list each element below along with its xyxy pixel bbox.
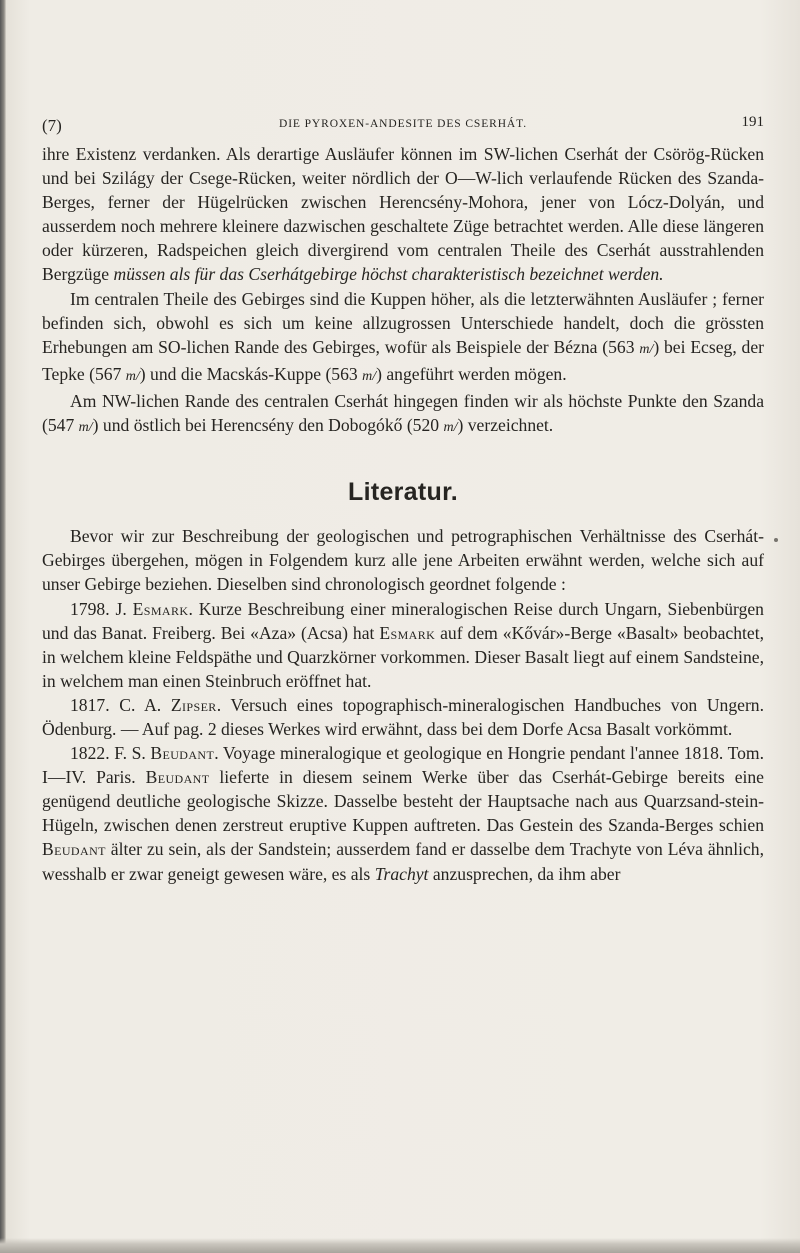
unit-meters: m/ <box>125 368 140 384</box>
page-bottom-edge <box>0 1238 800 1253</box>
text-run: . Kurze Beschreibung einer mineralogischen Reise durch Ungarn, Siebenbürgen und das Banat. Freiberg. Bei «Aza» (Acsa) hat <box>42 598 764 643</box>
section-heading: Literatur. <box>348 478 458 507</box>
unit-meters: m/ <box>639 341 654 357</box>
paragraph <box>42 524 764 596</box>
italic-text: Trachyt <box>374 863 429 884</box>
text-run: ihre Existenz verdanken. Als derartige Ausläufer können im SW-lichen Cserhát der Csörög-Rücken und bei Szilágy der Csege-Rücken, weiter nördlich der O—W-lich verlaufende Rücken des Szanda-Berges, ferner der Hügelrücken zwischen Herencsény-Mohora, jener von Lócz-Dolyán, und ausserdem noch mehrere kleinere dazwischen geschaltete Züge betrachtet werden. Alle diese längeren oder kürzeren, Radspeichen gleich divergirend vom centralen Theile des Cserhát ausstrahlenden Bergzüge <box>42 144 764 285</box>
text-run: 1822. F. S. <box>70 743 151 764</box>
text-run: ) verzeichnet. <box>457 415 554 436</box>
text-run: . Voyage mineralogique et geologique en Hongrie pendant l'annee 1818. Tom. I—IV. Paris. <box>42 743 764 788</box>
text-run: . Versuch eines topographisch-mineralogischen Handbuches von Ungern. Ödenburg. — Auf pag. 2 dieses Werkes wird erwähnt, dass bei dem Dorfe Acsa Basalt vorkömmt. <box>42 694 764 739</box>
running-header <box>42 114 764 138</box>
bibliography-entry <box>42 693 764 741</box>
page-number: 191 <box>741 114 764 130</box>
unit-meters: m/ <box>78 420 93 436</box>
text-run: Bevor wir zur Beschreibung der geologischen und petrographischen Verhältnisse des Cserhát-Gebirges übergehen, mögen in Folgendem kurz alle jene Arbeiten erwähnt werden, welche sich auf unser Gebirge beziehen. Dieselben sind chronologisch geordnet folgende : <box>42 526 764 595</box>
section-number: (7) <box>42 116 62 135</box>
author-name: Beudant <box>42 839 106 860</box>
author-name: Esmark <box>379 622 436 643</box>
text-run: anzusprechen, da ihm aber <box>428 863 621 884</box>
author-name: Esmark <box>132 598 189 619</box>
page-spine-edge <box>0 0 6 1253</box>
author-name: Beudant <box>145 767 210 788</box>
author-name: Beudant <box>150 743 215 764</box>
paragraph <box>42 287 764 389</box>
page-body <box>42 142 764 886</box>
italic-text: müssen als für das Cserhátgebirge höchst charakteristisch bezeichnet werden. <box>113 264 664 285</box>
text-run: Am NW-lichen Rande des centralen Cserhát hingegen finden wir als höchste Punkte den Szanda (547 <box>42 390 764 436</box>
margin-mark <box>774 538 778 542</box>
text-run: ) und östlich bei Herencsény den Dobogókő (520 <box>92 415 444 436</box>
running-title: DIE PYROXEN-ANDESITE DES CSERHÁT. <box>279 118 527 130</box>
unit-meters: m/ <box>362 368 377 384</box>
bibliography-entry <box>42 741 764 886</box>
text-run: 1817. C. A. <box>70 694 171 715</box>
text-run: Im centralen Theile des Gebirges sind die Kuppen höher, als die letzterwähnten Ausläufer ; ferner befinden sich, obwohl es sich um keine allzugrossen Unterschiede handelt, doch die grössten Erhebungen am SO-lichen Rande des Gebirges, wofür als Beispiele der Bézna (563 <box>42 288 764 357</box>
bibliography-entry <box>42 597 764 693</box>
text-run: älter zu sein, als der Sandstein; ausserdem fand er dasselbe dem Trachyte von Léva ähnlich, wesshalb er zwar geneigt gewesen wäre, es als <box>42 839 764 884</box>
text-run: ) und die Macskás-Kuppe (563 <box>139 363 363 384</box>
text-run: lieferte in diesem seinem Werke über das Cserhát-Gebirge bereits eine genügend deutliche geologische Skizze. Dasselbe besteht der Hauptsache nach aus Quarzsand-stein-Hügeln, zwischen denen zerstreut eruptive Kuppen auftreten. Das Gestein des Szanda-Berges schien <box>42 767 764 836</box>
author-name: Zipser <box>170 694 217 715</box>
paragraph <box>42 142 764 287</box>
unit-meters: m/ <box>443 420 458 436</box>
text-run: auf dem «Kővár»-Berge «Basalt» beobachtet, in welchem kleine Feldspäthe und Quarzkörner vorkommen. Dieser Basalt liegt auf einem Sandsteine, in welchem man einen Steinbruch eröffnet hat. <box>42 622 764 691</box>
text-run: 1798. J. <box>70 598 133 619</box>
paragraph <box>42 389 764 440</box>
text-run: ) angeführt werden mögen. <box>376 363 567 384</box>
text-run: ) bei Ecseg, der Tepke (567 <box>42 336 765 384</box>
